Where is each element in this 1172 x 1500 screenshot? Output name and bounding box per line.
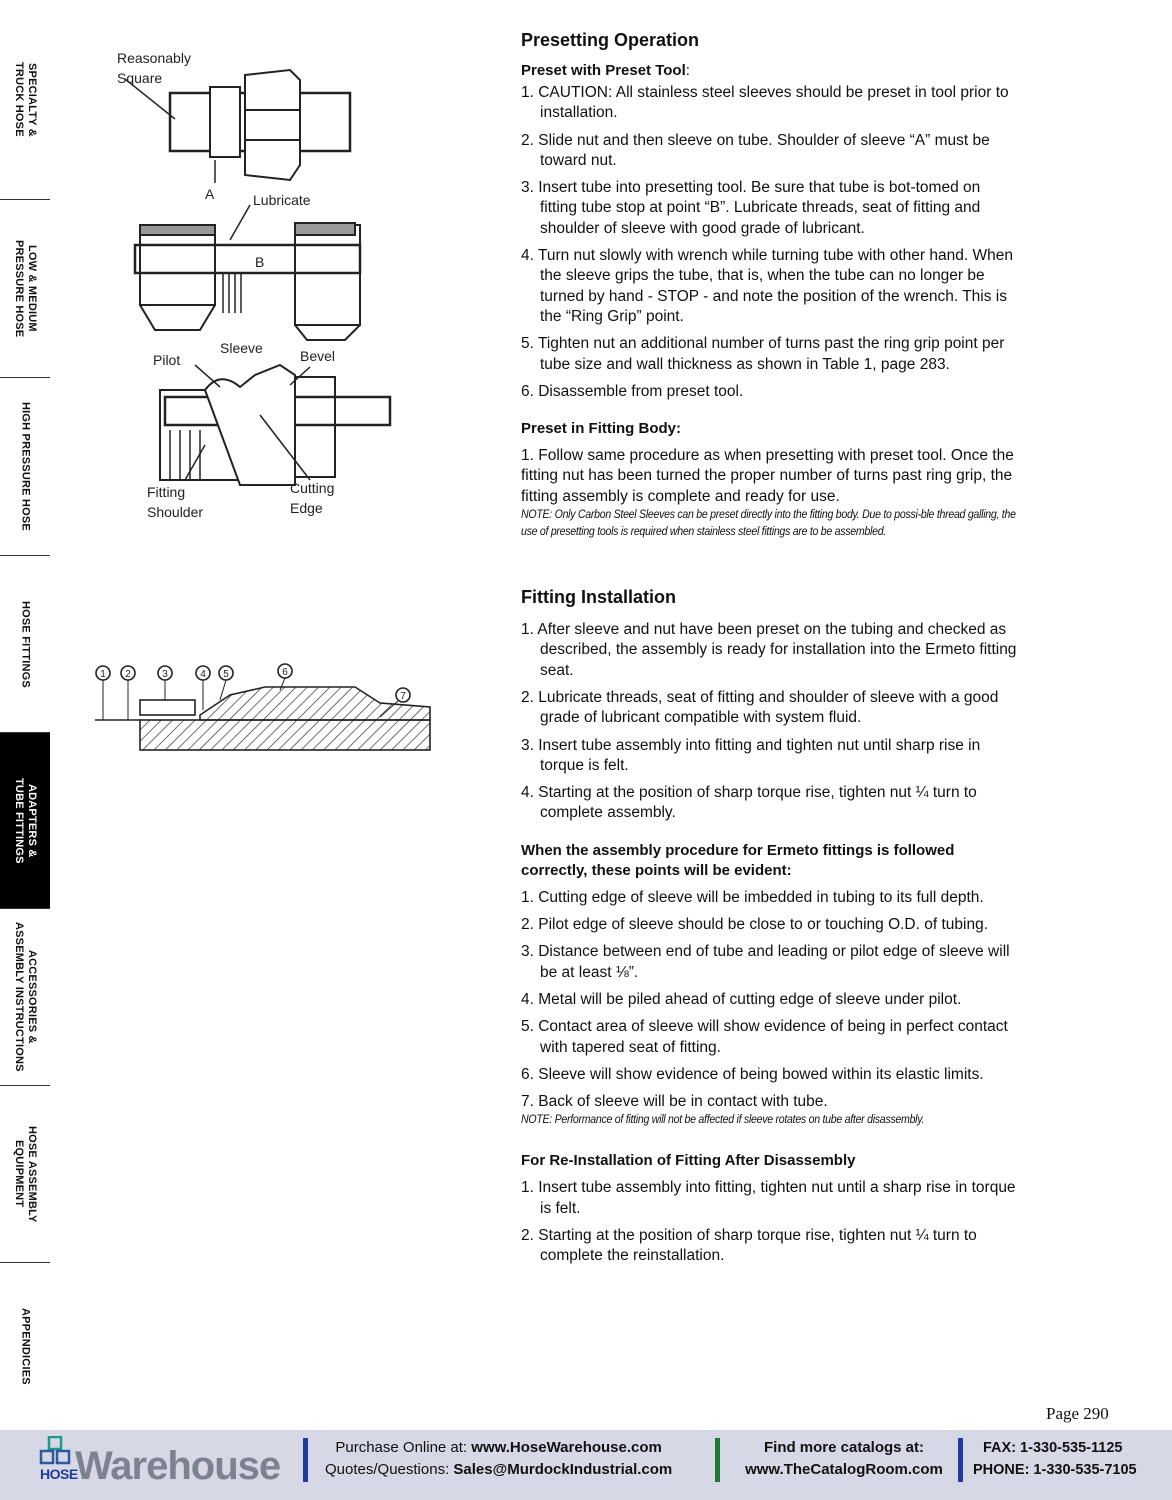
reinstall-title: For Re-Installation of Fitting After Disassembly xyxy=(521,1152,856,1170)
evident-steps xyxy=(521,888,1021,1113)
svg-text:7: 7 xyxy=(400,691,406,702)
svg-text:1: 1 xyxy=(100,669,106,680)
catalog-room-link[interactable]: www.TheCatalogRoom.com xyxy=(745,1461,943,1478)
list-item: 1. Cutting edge of sleeve will be imbedded in tubing to its full depth. xyxy=(521,888,984,906)
evident-note: NOTE: Performance of fitting will not be affected if sleeve rotates on tube after disassembly. xyxy=(521,1114,925,1127)
evident-title: When the assembly procedure for Ermeto fittings is followed correctly, these points will be evident: xyxy=(521,841,955,879)
list-item: 4. Turn nut slowly with wrench while turning tube with other hand. When the sleeve grips the tube, that is, when the tube can no longer be turned by hand - STOP - and note the position of the wrench. This is the “Ring Grip” point. xyxy=(521,247,1013,325)
svg-text:5: 5 xyxy=(223,669,229,680)
tab-accessories-assembly-instructions[interactable]: ACCESSORIES & ASSEMBLY INSTRUCTIONS xyxy=(0,909,50,1086)
hose-warehouse-logo[interactable] xyxy=(38,1436,298,1496)
installation-steps xyxy=(521,620,1021,824)
svg-text:4: 4 xyxy=(200,669,206,680)
tab-hose-assembly-equipment[interactable]: HOSE ASSEMBLY EQUIPMENT xyxy=(0,1086,50,1263)
tab-appendicies[interactable]: APPENDICIES xyxy=(19,1308,32,1385)
footer-bar xyxy=(0,1430,1172,1500)
side-tabs xyxy=(0,0,50,1430)
svg-text:2: 2 xyxy=(125,669,131,680)
purchase-link[interactable]: www.HoseWarehouse.com xyxy=(471,1439,662,1456)
list-item: 5. Contact area of sleeve will show evidence of being in perfect contact with tapered seat of fitting. xyxy=(521,1018,1008,1056)
list-item: 6. Disassemble from preset tool. xyxy=(521,382,744,400)
label-bevel: Bevel xyxy=(300,348,336,364)
label-line: Square xyxy=(117,70,163,86)
list-item: 4. Starting at the position of sharp torque rise, tighten nut ¼ turn to complete assembly. xyxy=(521,784,977,822)
tab-hose-fittings[interactable]: HOSE FITTINGS xyxy=(0,556,50,733)
presetting-diagram xyxy=(95,35,395,530)
presetting-steps xyxy=(521,83,1021,402)
logo-hose-text: HOSE xyxy=(40,1466,78,1482)
quotes-email-link[interactable]: Sales@MurdockIndustrial.com xyxy=(453,1461,673,1478)
list-item: 3. Insert tube assembly into fitting and tighten nut until sharp rise in torque is felt. xyxy=(521,736,981,774)
label-b: B xyxy=(255,254,265,270)
list-item: 1. Insert tube assembly into fitting, tighten nut until a sharp rise in torque is felt. xyxy=(521,1179,1016,1217)
tab-low-medium-pressure-hose[interactable]: LOW & MEDIUM PRESSURE HOSE xyxy=(0,200,50,378)
fax-number: FAX: 1-330-535-1125 xyxy=(983,1440,1123,1456)
list-item: 4. Metal will be piled ahead of cutting edge of sleeve under pilot. xyxy=(521,990,962,1008)
list-item: 1. CAUTION: All stainless steel sleeves should be preset in tool prior to installation. xyxy=(521,84,1009,122)
list-item: 2. Starting at the position of sharp torque rise, tighten nut ¼ turn to complete the reinstallation. xyxy=(521,1226,977,1265)
preset-body-title: Preset in Fitting Body: xyxy=(521,420,682,438)
label-pilot: Pilot xyxy=(153,352,181,368)
label-lubricate: Lubricate xyxy=(253,192,311,208)
divider-blue-2 xyxy=(958,1438,963,1482)
main-content xyxy=(521,30,1021,1274)
phone-number[interactable]: PHONE: 1-330-535-7105 xyxy=(973,1462,1137,1478)
list-item: 3. Insert tube into presetting tool. Be sure that tube is bot-tomed on fitting tube stop at point “B”. Lubricate threads, seat of fitting and shoulder of sleeve with good grade of lubricant. xyxy=(521,179,981,237)
list-item: 2. Slide nut and then sleeve on tube. Shoulder of sleeve “A” must be toward nut. xyxy=(521,131,990,169)
label-line: Shoulder xyxy=(147,504,204,520)
preset-tool-subtitle: Preset with Preset Tool: xyxy=(521,62,690,79)
label-reasonably-square: Reasonably Square xyxy=(117,50,191,86)
list-item: 2. Pilot edge of sleeve should be close to or touching O.D. of tubing. xyxy=(521,916,989,934)
footer-contact-block: Purchase Online at: www.HoseWarehouse.com Quotes/Questions: Sales@MurdockIndustrial.com xyxy=(325,1439,673,1478)
presetting-title: Presetting Operation xyxy=(521,30,700,50)
divider-blue xyxy=(303,1438,308,1482)
list-item: 5. Tighten nut an additional number of turns past the ring grip point per tube size and wall thickness as shown in Table 1, page 283. xyxy=(521,335,1005,373)
list-item: 6. Sleeve will show evidence of being bowed within its elastic limits. xyxy=(521,1065,984,1083)
tab-high-pressure-hose[interactable]: HIGH PRESSURE HOSE xyxy=(0,378,50,556)
preset-body-text: 1. Follow same procedure as when presetting with preset tool. Once the fitting nut has been turned the proper number of turns past ring grip, the fitting assembly is complete and ready for use. xyxy=(521,447,1014,505)
label-cutting-edge: Cutting Edge xyxy=(290,480,335,516)
label-sleeve: Sleeve xyxy=(220,340,263,356)
list-item: 7. Back of sleeve will be in contact with tube. xyxy=(521,1093,828,1111)
label-a: A xyxy=(205,186,215,202)
footer-phone-block xyxy=(973,1437,1137,1481)
sleeve-cross-section-diagram xyxy=(90,655,435,765)
preset-body-note: NOTE: Only Carbon Steel Sleeves can be preset directly into the fitting body. Due to possi-ble thread galling, the use of presetting tools is required when stainless steel fittings are to be assembled. xyxy=(521,509,1016,539)
list-item: 3. Distance between end of tube and leading or pilot edge of sleeve will be at least ⅛”. xyxy=(521,943,1010,981)
page-number: Page 290 xyxy=(1046,1404,1109,1423)
svg-text:6: 6 xyxy=(282,667,288,678)
tab-adapters-tube-fittings[interactable]: ADAPTERS & TUBE FITTINGS xyxy=(0,733,50,909)
label-fitting-shoulder: Fitting Shoulder xyxy=(147,484,204,520)
installation-title: Fitting Installation xyxy=(521,587,676,608)
list-item: 1. After sleeve and nut have been preset on the tubing and checked as described, the assembly is ready for installation into the Ermeto fitting seat. xyxy=(521,621,1017,679)
logo-warehouse-text: Warehouse xyxy=(75,1444,281,1488)
label-line: Edge xyxy=(290,500,323,516)
reinstall-steps xyxy=(521,1178,1021,1266)
footer-catalog-block: Find more catalogs at: www.TheCatalogRoom.com xyxy=(738,1437,950,1481)
tab-specialty-truck-hose[interactable]: SPECIALTY & TRUCK HOSE xyxy=(0,0,50,200)
list-item: 2. Lubricate threads, seat of fitting and shoulder of sleeve with a good grade of lubricant compatible with system fluid. xyxy=(521,688,999,727)
svg-text:3: 3 xyxy=(162,669,168,680)
divider-green xyxy=(715,1438,720,1482)
